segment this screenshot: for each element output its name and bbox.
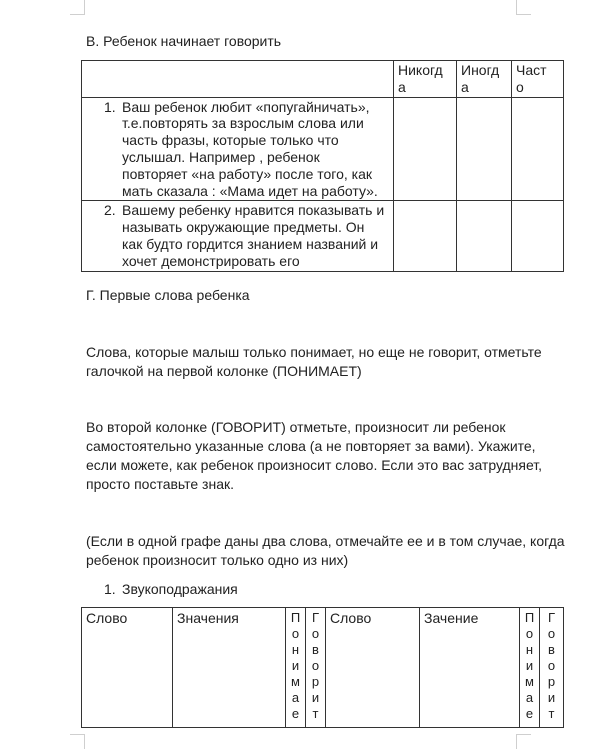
answer-cell-sometimes[interactable] (457, 97, 512, 201)
column-header-sometimes: Иногд а (457, 61, 512, 98)
column-header-understands: П о н и м а е (286, 608, 306, 728)
list-item (104, 580, 238, 598)
column-header-often: Част о (512, 61, 564, 98)
table-row (82, 201, 564, 271)
question-text: Вашему ребенку нравится показывать и называть окружающие предметы. Он как будто гордится знанием названий и хочет демонстрировать его (122, 202, 385, 269)
question-text: Ваш ребенок любит «попугайничать», т.е.повторять за взрослым слова или часть фразы, которые только что услышал. Например , ребенок повторяет «на работу» после того, как мать сказала : «Мама идет на работу». (122, 98, 378, 199)
first-words-table (81, 607, 564, 728)
column-header-never: Никогд а (394, 61, 457, 98)
column-header-word-2: Слово (326, 608, 420, 728)
instruction-paragraph: (Если в одной графе даны два слова, отмечайте ее и в том случае, когда ребенок произносит только одно из них) (86, 533, 565, 568)
instruction-paragraph: Слова, которые малыш только понимает, но еще не говорит, отметьте галочкой на первой колонке (ПОНИМАЕТ) (86, 344, 542, 379)
column-header-word: Слово (82, 608, 173, 728)
question-cell (82, 201, 394, 271)
column-header-meaning-2: Зачение (420, 608, 520, 728)
section-g-heading: Г. Первые слова ребенка (86, 287, 250, 303)
question-number: 2. (104, 202, 116, 219)
question-number: 1. (104, 98, 116, 115)
section-b-heading: В. Ребенок начинает говорить (86, 33, 282, 49)
answer-cell-often[interactable] (512, 97, 564, 201)
instruction-paragraph: Во второй колонке (ГОВОРИТ) отметьте, произносит ли ребенок самостоятельно указанные слова (а не повторяет за вами). Укажите, если можете, как ребенок произносит слово. Если это вас затрудняет, просто поставьте знак. (86, 419, 543, 492)
answer-cell-never[interactable] (394, 201, 457, 271)
crop-mark-bottom-left (70, 734, 85, 749)
column-header-understands-2: П о н и м а е (520, 608, 540, 728)
answer-cell-sometimes[interactable] (457, 201, 512, 271)
column-header-meanings: Значения (173, 608, 286, 728)
table-header-empty-cell (82, 61, 394, 98)
answer-cell-never[interactable] (394, 97, 457, 201)
column-header-says-2: Г о в о р и т (540, 608, 564, 728)
column-header-says: Г о в о р и т (306, 608, 326, 728)
crop-mark-bottom-right (516, 734, 531, 749)
answer-cell-often[interactable] (512, 201, 564, 271)
table-row (82, 97, 564, 201)
crop-mark-top-right (516, 0, 531, 15)
crop-mark-top-left (70, 0, 85, 15)
list-item-number: 1. (104, 581, 116, 597)
list-item-label: Звукоподражания (122, 581, 238, 597)
table-header-row (82, 61, 564, 98)
speech-frequency-table (81, 60, 564, 272)
table-header-row (82, 608, 564, 728)
question-cell (82, 97, 394, 201)
